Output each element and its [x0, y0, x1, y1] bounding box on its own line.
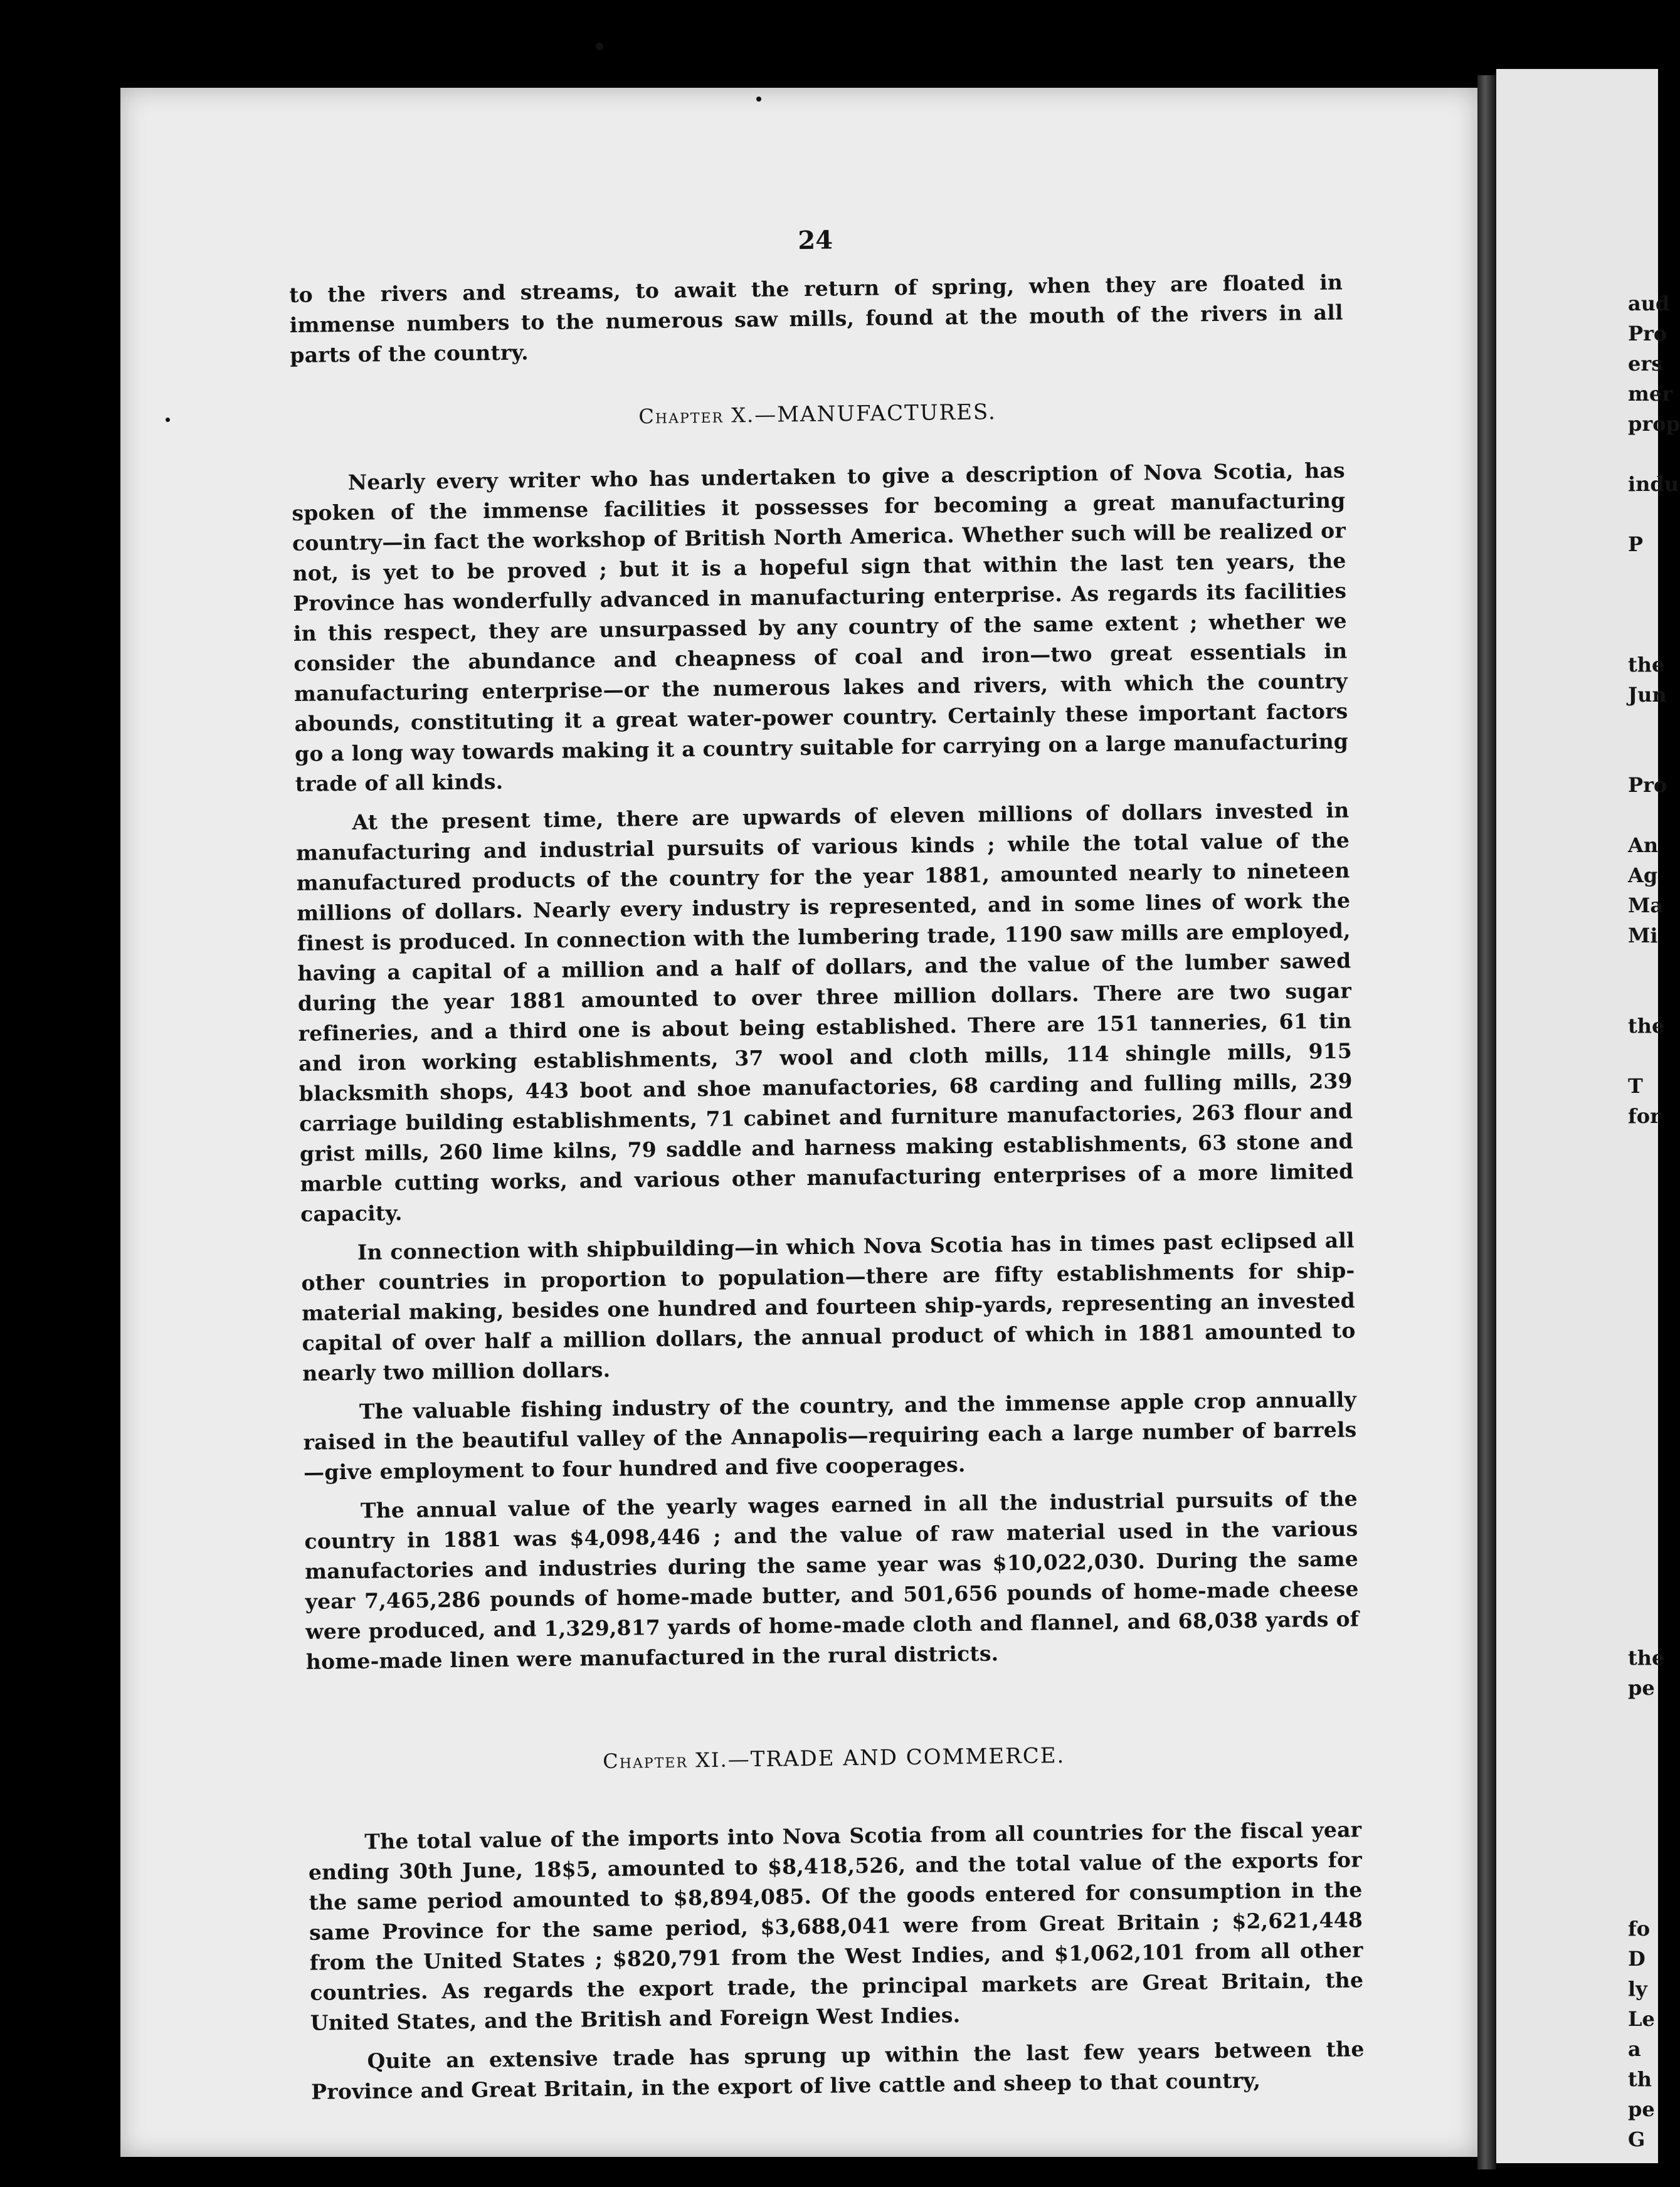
fragment-line: Pro — [1628, 322, 1667, 345]
fragment-line: for — [1628, 1104, 1661, 1128]
fragment-line: Le — [1628, 2007, 1655, 2031]
paragraph: At the present time, there are upwards of eleven millions of dollars invested in manufacturing and industrial pursuits of various kinds ; while the total value of the manufactured products of the country for the year 1881, amounted nearly to nineteen millions of dollars. Nearly every industry is represented, and in some lines of work the finest is produced. In connection with the lumbering trade, 1190 saw mills are employed, having a capital of a million and a half of dollars, and the value of the lumber sawed during the year 1881 amounted to over three million dollars. There are two sugar refineries, and a third one is about being established. There are 151 tanneries, 61 tin and iron working establishments, 37 wool and cloth mills, 114 shingle mills, 915 blacksmith shops, 443 boot and shoe manufactories, 68 carding and fulling mills, 239 carriage building establishments, 71 cabinet and furniture manufactories, 263 flour and grist mills, 260 lime kilns, 79 saddle and harness making establishments, 63 stone and marble cutting works, and various other manufacturing enterprises of a more limited capacity. — [295, 798, 1354, 1226]
ink-speck — [596, 43, 603, 50]
fragment-line — [1628, 1522, 1658, 1552]
chapter-heading — [290, 395, 1344, 433]
fragment-line: aud — [1628, 292, 1670, 315]
fragment-line: Jun — [1628, 683, 1667, 707]
fragment-line: ly — [1628, 1977, 1647, 2001]
fragment-line: th — [1628, 2067, 1652, 2091]
fragment-line — [1628, 1462, 1658, 1492]
fragment-line: Ma — [1628, 893, 1664, 917]
fragment-line — [1628, 1402, 1658, 1432]
fragment-line — [1628, 439, 1658, 469]
fragment-line — [1628, 1432, 1658, 1462]
fragment-line — [1628, 1131, 1658, 1161]
fragment-line — [1628, 559, 1658, 589]
fragment-line — [1628, 1583, 1658, 1613]
fragment-line — [1628, 1763, 1658, 1793]
fragment-line — [1628, 1823, 1658, 1853]
ink-speck — [756, 97, 761, 102]
fragment-line — [1628, 1884, 1658, 1914]
chapter-title: —TRADE AND COMMERCE. — [727, 1743, 1065, 1773]
paragraph: Nearly every writer who has undertaken to give a description of Nova Scotia, has spoken of the immense facilities it possesses for becoming a great manufacturing country—in fact the workshop of British North America. Whether such will be realized or not, is yet to be proved ; but it is a hopeful sign that within the last ten years, the Province has wonderfully advanced in manufacturing enterprise. As regards its facilities in this respect, they are unsurpassed by any country of the same extent ; whether we consider the abundance and cheapness of coal and iron—two great essentials in manufacturing enterprise—or the numerous lakes and rivers, with which the country abounds, constituting it a great water-power country. Certainly these important factors go a long way towards making it a country suitable for carrying on a large manufacturing trade of all kinds. — [292, 458, 1349, 796]
fragment-line — [1628, 1703, 1658, 1733]
fragment-line — [1628, 951, 1658, 981]
paragraph: The annual value of the yearly wages earned in all the industrial pursuits of the country in 1881 was $4,098,446 ; and the value of raw material used in the various manufactories and industries during the same year was $10,022,030. During the same year 7,465,286 pounds of home-made butter, and 501,656 pounds of home-made cheese were produced, and 1,329,817 yards of home-made cloth and flannel, and 68,038 yards of home-made linen were manufactured in the rural districts. — [304, 1486, 1360, 1674]
fragment-line — [1628, 1552, 1658, 1583]
ink-speck — [166, 418, 170, 422]
fragment-line — [1628, 1221, 1658, 1252]
fragment-line: a — [1628, 2037, 1641, 2061]
fragment-line: Pro — [1628, 773, 1667, 797]
fragment-line: ers — [1628, 352, 1663, 376]
fragment-line: T — [1628, 1074, 1643, 1098]
fragment-line — [1628, 1733, 1658, 1763]
fragment-line: fo — [1628, 1917, 1651, 1941]
fragment-line — [1628, 1252, 1658, 1282]
fragment-line: An — [1628, 833, 1659, 857]
fragment-line: Mi — [1628, 924, 1658, 947]
fragment-line: the — [1628, 1014, 1665, 1038]
chapter-number: Chapter XI. — [603, 1747, 728, 1774]
fragment-line: the — [1628, 653, 1665, 677]
page-text — [288, 219, 1365, 2107]
fragment-line — [1628, 1282, 1658, 1312]
fragment-line: indu — [1628, 472, 1679, 496]
paragraph: The valuable fishing industry of the country, and the immense apple crop annually raised in the beautiful valley of the Annapolis—requiring each a large number of barrels—give employment to four hundred and five cooperages. — [303, 1387, 1357, 1485]
paragraph: Quite an extensive trade has sprung up within the last few years between the Province and Great Britain, in the export of live cattle and sheep to that country, — [311, 2037, 1365, 2104]
fragment-line: D — [1628, 1947, 1646, 1971]
fragment-line — [1628, 740, 1658, 770]
fragment-line — [1628, 1161, 1658, 1191]
fragment-line: pe — [1628, 2097, 1655, 2121]
fragment-line — [1628, 1041, 1658, 1071]
chapter-title: —MANUFACTURES. — [754, 399, 997, 428]
fragment-line — [1628, 800, 1658, 830]
fragment-line: prop — [1628, 412, 1680, 436]
fragment-line — [1628, 1342, 1658, 1372]
fragment-line — [1628, 981, 1658, 1011]
fragment-line — [1628, 1372, 1658, 1402]
next-page-fragments — [1628, 288, 1680, 2154]
fragment-line: mer — [1628, 382, 1673, 406]
chapter-heading — [307, 1739, 1361, 1778]
fragment-line — [1628, 499, 1658, 529]
paragraph: In connection with shipbuilding—in which Nova Scotia has in times past eclipsed all other countries in proportion to population—there are fifty establishments for ship-material making, besides one hundred and fourteen ship-yards, representing an invested capital of over half a million dollars, the annual product of which in 1881 amounted to nearly two million dollars. — [301, 1228, 1356, 1386]
fragment-line — [1628, 1492, 1658, 1522]
paragraph: The total value of the imports into Nova Scotia from all countries for the fiscal year ending 30th June, 18$5, amounted to $8,418,526, and the total value of the exports for the same period amounted to $8,894,085. Of the goods entered for consumption in the same Province for the same period, $3,688,041 were from Great Britain ; $2,621,448 from the United States ; $820,791 from the West Indies, and $1,062,101 from all other countries. As regards the export trade, the principal markets are Great Britain, the United States, and the British and Foreign West Indies. — [308, 1817, 1364, 2035]
fragment-line — [1628, 1312, 1658, 1342]
fragment-line — [1628, 1853, 1658, 1884]
chapter-number: Chapter X. — [638, 403, 755, 429]
fragment-line: P — [1628, 532, 1644, 556]
fragment-line: G — [1628, 2127, 1646, 2151]
fragment-line — [1628, 710, 1658, 740]
fragment-line: Ag — [1628, 863, 1658, 887]
book-gutter — [1477, 75, 1496, 2169]
fragment-line — [1628, 619, 1658, 650]
page-number: 24 — [798, 225, 833, 256]
fragment-line: pe — [1628, 1676, 1655, 1700]
fragment-line — [1628, 589, 1658, 619]
fragment-line — [1628, 1613, 1658, 1643]
fragment-line: the — [1628, 1646, 1665, 1670]
fragment-line — [1628, 1793, 1658, 1823]
fragment-line — [1628, 1191, 1658, 1221]
continued-paragraph: to the rivers and streams, to await the return of spring, when they are floated in immense numbers to the numerous saw mills, found at the mouth of the rivers in all parts of the country. — [288, 270, 1343, 367]
